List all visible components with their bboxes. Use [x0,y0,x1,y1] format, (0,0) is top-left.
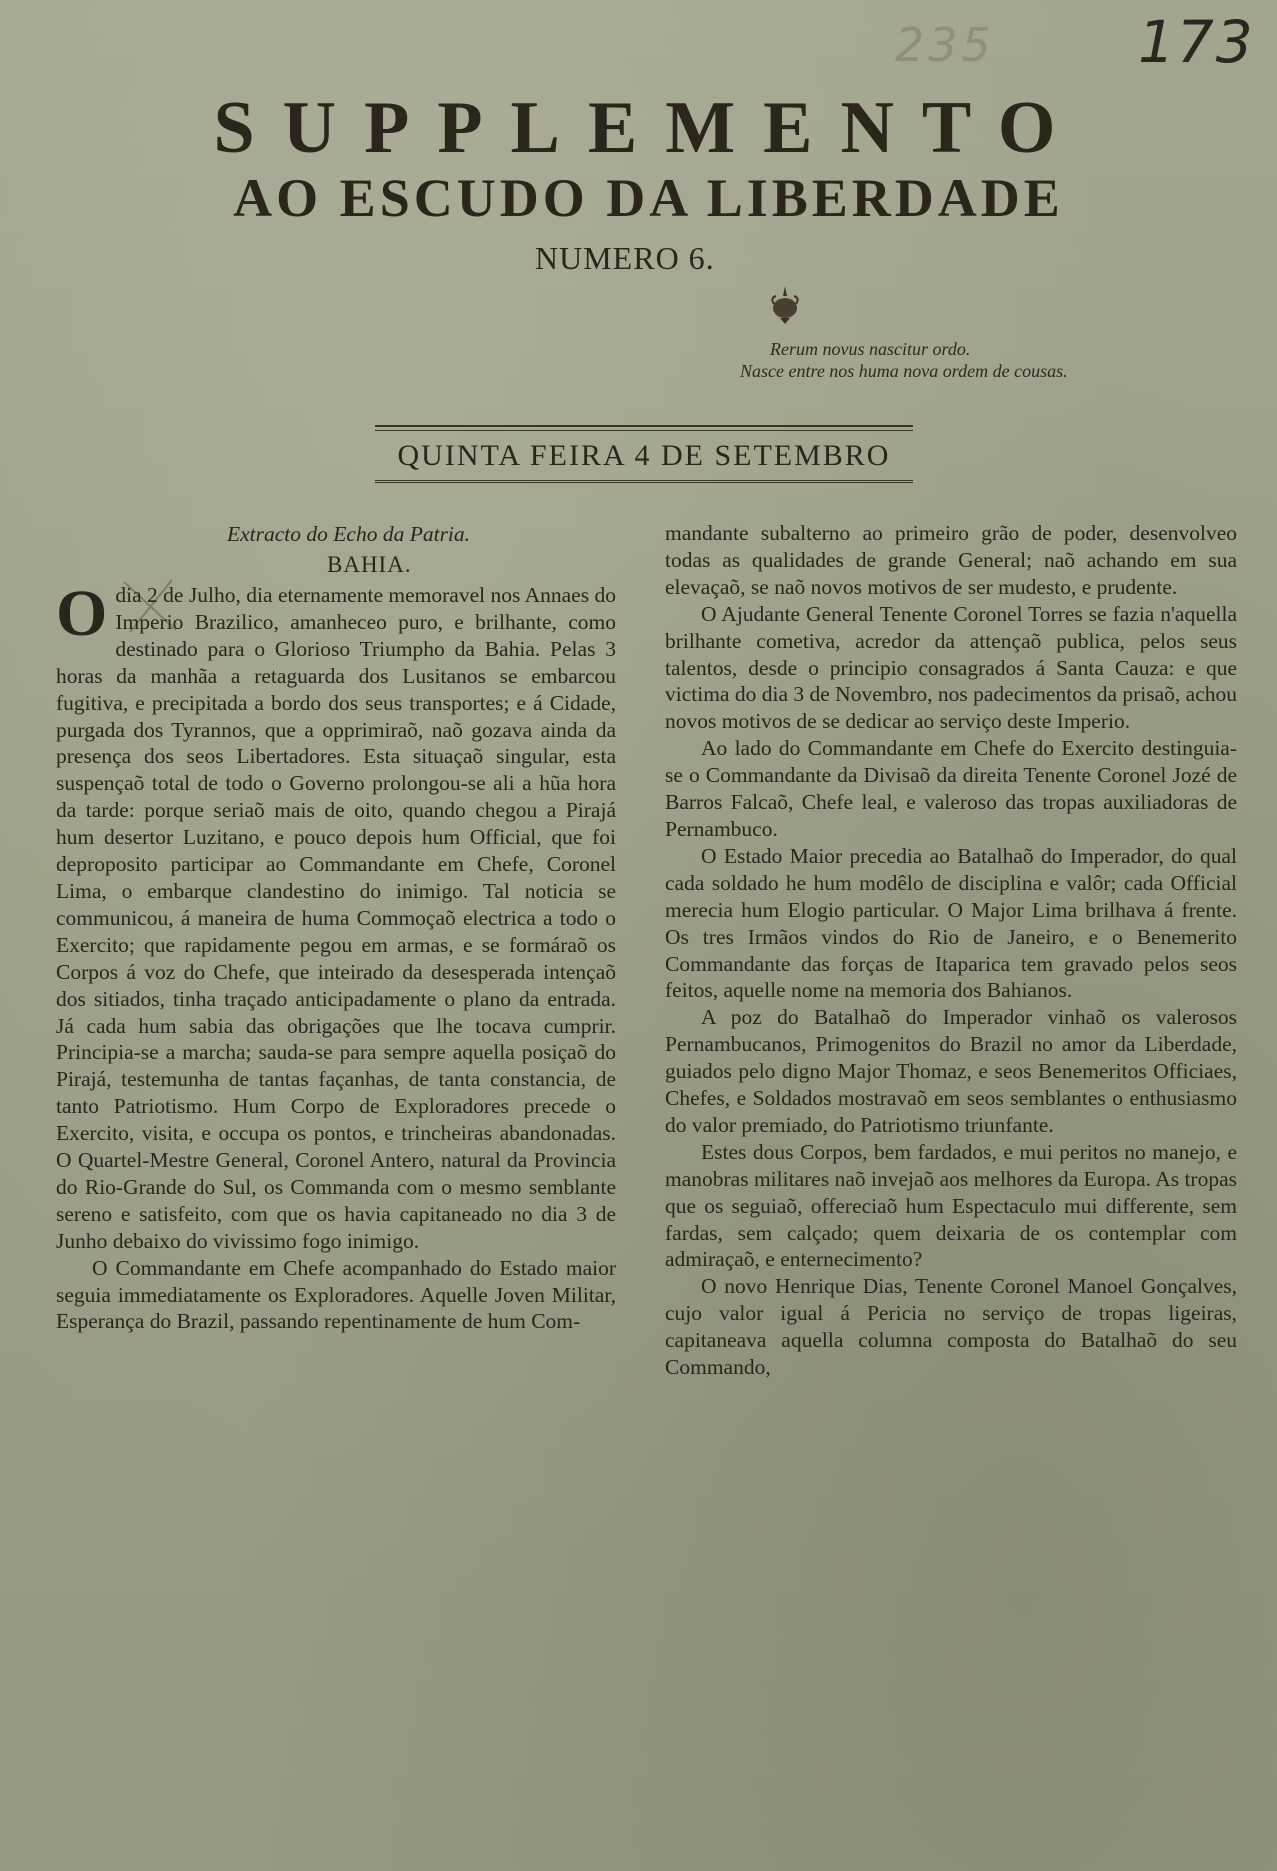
issue-date: QUINTA FEIRA 4 DE SETEMBRO [397,439,891,472]
ornament-icon [768,284,802,326]
archive-number: 235 [895,18,995,72]
drop-cap: O [56,577,108,650]
paragraph: mandante subalterno ao primeiro grão de poder, desenvolveo todas as qualidades de grande General; naõ achando em sua elevaçaõ, se naõ novos motivos de ser mudesto, e prudente. [665,521,1237,599]
masthead-subtitle: AO ESCUDO DA LIBERDADE [233,168,1064,228]
paragraph: Estes dous Corpos, bem fardados, e mui peritos no manejo, e manobras militares naõ invejaõ aos melhores da Europa. As tropas que os seguiaõ, offereciaõ hum Espectaculo mui differente, sem fardas, sem calçado; quem deixaria de os contemplar com admiraçaõ, e enternecimento? [665,1139,1237,1272]
paragraph: O novo Henrique Dias, Tenente Coronel Manoel Gonçalves, cujo valor igual á Pericia no serviço de tropas ligeiras, capitaneava aquella columna composta do Batalhaõ do seu Commando, [665,1274,1237,1380]
issue-number: NUMERO 6. [535,240,715,276]
paragraph: O dia 2 de Julho, dia eternamente memoravel nos Annaes do Imperio Brazilico, amanheceo puro, e brilhante, como destinado para o Glorioso Triumpho da Bahia. Pelas 3 horas da manhãa a retaguarda dos Lusitanos se embarcou fugitiva, e precipitada a bordo dos seus transportes; e á Cidade, purgada dos Tyrannos, que a opprimiraõ, naõ gozava ainda da presença dos seos Libertadores. Esta situaçaõ singular, esta suspençaõ total de todo o Governo prolongou-se ali a hũa hora da tarde: porque seriaõ mais de oito, quando chegou a Pirajá hum desertor Luzitano, e pouco depois hum Official, que foi deproposito participar ao Commandante em Chefe, Coronel Lima, o embarque clandestino do inimigo. Tal noticia se communicou, á maneira de huma Commoçaõ electrica a todo o Exercito; que rapidamente pegou em armas, e se formáraõ os Corpos á voz do Chefe, que inteirado da desesperada intençaõ dos sitiados, tinha traçado anticipadamente o plano da entrada. Já cada hum sabia das obrigações que lhe tocava cumprir. Principia-se a marcha; sauda-se para sempre aquella posiçaõ do Pirajá, testemunha de tantas façanhas, de tanta constancia, de tanto Patriotismo. Hum Corpo de Exploradores precede o Exercito, visita, e occupa os pontos, e trincheiras abandonadas. O Quartel-Mestre General, Coronel Antero, natural da Provincia do Rio-Grande do Sul, os Commanda com o mesmo semblante sereno e satisfeito, com que os havia capitaneado no dia 3 de Junho debaixo do vivissimo fogo inimigo. [56,577,616,1253]
page-number: 173 [1138,8,1255,76]
motto-portuguese: Nasce entre nos huma nova ordem de cousas. [740,361,1068,381]
article-source: Extracto do Echo da Patria. [227,522,471,546]
paragraph: O Estado Maior precedia ao Batalhaõ do Imperador, do qual cada soldado he hum modêlo de disciplina e valôr; cada Official merecia hum Elogio particular. O Major Lima brilhava á frente. Os tres Irmãos vindos do Rio de Janeiro, e o Benemerito Commandante das forças de Itaparica tem gravado pelos seos feitos, aquelle nome na memoria dos Bahianos. [665,843,1237,1003]
right-column [665,520,1237,1381]
paragraph: A poz do Batalhaõ do Imperador vinhaõ os valerosos Pernambucanos, Primogenitos do Brazil no amor da Liberdade, guiados pelo digno Major Thomaz, e seos Benemeritos Officiaes, Chefes, e Soldados mostravaõ em seos semblantes o enthusiasmo do valor premiado, do Patriotismo triunfante. [665,1005,1237,1137]
left-column [56,520,616,1335]
paragraph: Ao lado do Commandante em Chefe do Exercito destinguia-se o Commandante da Divisaõ da direita Tenente Coronel Jozé de Barros Falcaõ, Chefe leal, e valeroso das tropas auxiliadoras de Pernambuco. [665,736,1237,841]
paragraph: O Commandante em Chefe acompanhado do Estado maior seguia immediatamente os Exploradores. Aquelle Joven Militar, Esperança do Brazil, passando repentinamente de hum Com- [56,1255,616,1334]
motto [740,338,1180,382]
article-place: BAHIA. [327,552,412,577]
divider [375,480,913,483]
motto-latin: Rerum novus nascitur ordo. [770,339,971,359]
divider [375,430,913,431]
paragraph: O Ajudante General Tenente Coronel Torres se fazia n'aquella brilhante cometiva, acredor da attençaõ publica, pelos seus talentos, desde o principio consagrados á Santa Cauza: e que victima do dia 3 de Novembro, nos padecimentos da prisaõ, achou novos motivos de se dedicar ao serviço deste Imperio. [665,601,1237,734]
masthead-title: SUPPLEMENTO [213,87,1084,169]
divider [375,425,913,427]
